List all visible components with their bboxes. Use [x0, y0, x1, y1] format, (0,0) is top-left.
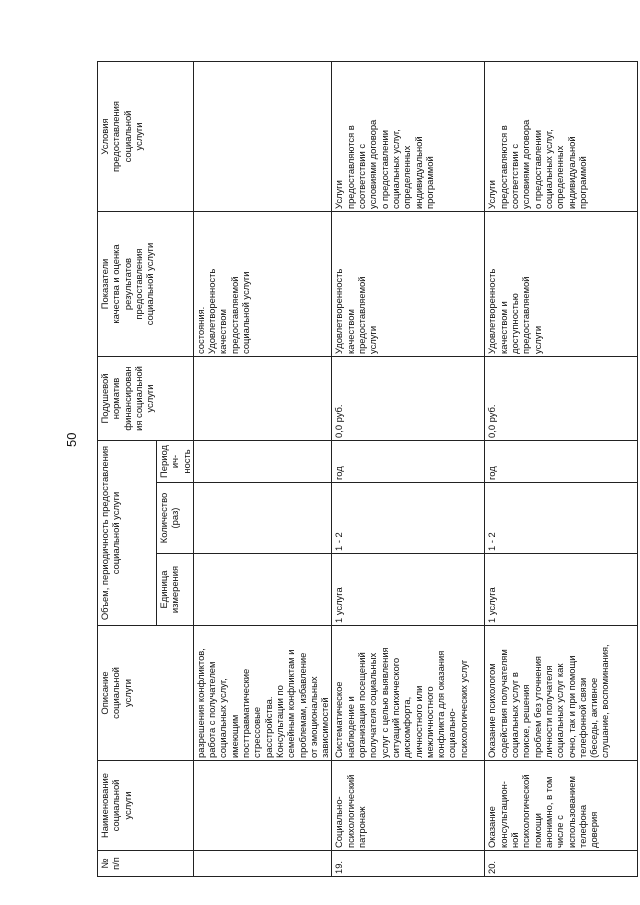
cell-unit: [193, 554, 332, 626]
header-quality: Показатели качества и оценка результатов предоставления социальной услуги: [98, 212, 194, 357]
services-table-container: [97, 62, 627, 877]
cell-num: [193, 851, 332, 877]
cell-num: 20.: [485, 851, 638, 877]
cell-quantity: [193, 483, 332, 554]
cell-periodicity: [193, 441, 332, 483]
header-periodicity: Периодич- ность: [157, 441, 194, 483]
header-quantity: Количество (раз): [157, 483, 194, 554]
cell-quality: Удовлетворенность качеством и доступностью предоставляемой услуги: [485, 212, 638, 357]
header-unit: Единица измерения: [157, 554, 194, 626]
cell-description: Систематическое наблюдение и организация посещений получателя социальных услуг с целью выявления ситуаций психического дискомфорта, личностного или межличностного конфликта для оказания социально- психологических услуг: [332, 626, 485, 761]
cell-unit: 1 услуга: [332, 554, 485, 626]
table-row: [485, 62, 638, 877]
cell-conditions: Услуги предоставляются в соответствии с условиями договора о предоставлении социальных услуг, определенных индивидуальной программой: [332, 62, 485, 212]
header-conditions: Условия предоставления социальной услуги: [98, 62, 194, 212]
page-number: 50: [64, 432, 79, 447]
services-table: [97, 61, 638, 877]
cell-num: 19.: [332, 851, 485, 877]
cell-name: Оказание консультацион- ной психологической помощи анонимно, в том числе с использованием телефона доверия: [485, 761, 638, 851]
cell-funding: 0,0 руб.: [485, 357, 638, 441]
table-row: [332, 62, 485, 877]
table-row: [193, 62, 332, 877]
cell-funding: [193, 357, 332, 441]
cell-periodicity: год: [485, 441, 638, 483]
header-num: № п/п: [98, 851, 194, 877]
cell-quality: Удовлетворенность качеством предоставляемой услуги: [332, 212, 485, 357]
cell-quantity: 1 - 2: [485, 483, 638, 554]
cell-unit: 1 услуга: [485, 554, 638, 626]
cell-description: Оказание психологом содействия получателям социальных услуг в поиске, решения проблем без уточнения личности получателя социальных услуг как очно, так и при помощи телефонной связи (беседы, активное слушание, воспоминания,: [485, 626, 638, 761]
header-name: Наименование социальной услуги: [98, 761, 194, 851]
header-description: Описание социальной услуги: [98, 626, 194, 761]
cell-name: [193, 761, 332, 851]
cell-quality: состояния. Удовлетворенность качеством предоставляемой социальной услуги: [193, 212, 332, 357]
header-funding: Подушевой норматив финансирован ия социальной услуги: [98, 357, 194, 441]
cell-funding: 0,0 руб.: [332, 357, 485, 441]
cell-conditions: [193, 62, 332, 212]
header-row-1: [98, 62, 157, 877]
cell-description: разрешения конфликтов, работа с получателем социальных услуг, имеющим посттравматические стрессовые расстройства. Консультации по семейным конфликтам и проблемам, избавление от эмоциональных зависимостей: [193, 626, 332, 761]
cell-name: Социально- психологический патронаж: [332, 761, 485, 851]
cell-quantity: 1 - 2: [332, 483, 485, 554]
cell-conditions: Услуги предоставляются в соответствии с условиями договора о предоставлении социальных услуг, определенных индивидуальной программой: [485, 62, 638, 212]
cell-periodicity: год: [332, 441, 485, 483]
header-volume-group: Объем, периодичность предоставления социальной услуги: [98, 441, 157, 626]
